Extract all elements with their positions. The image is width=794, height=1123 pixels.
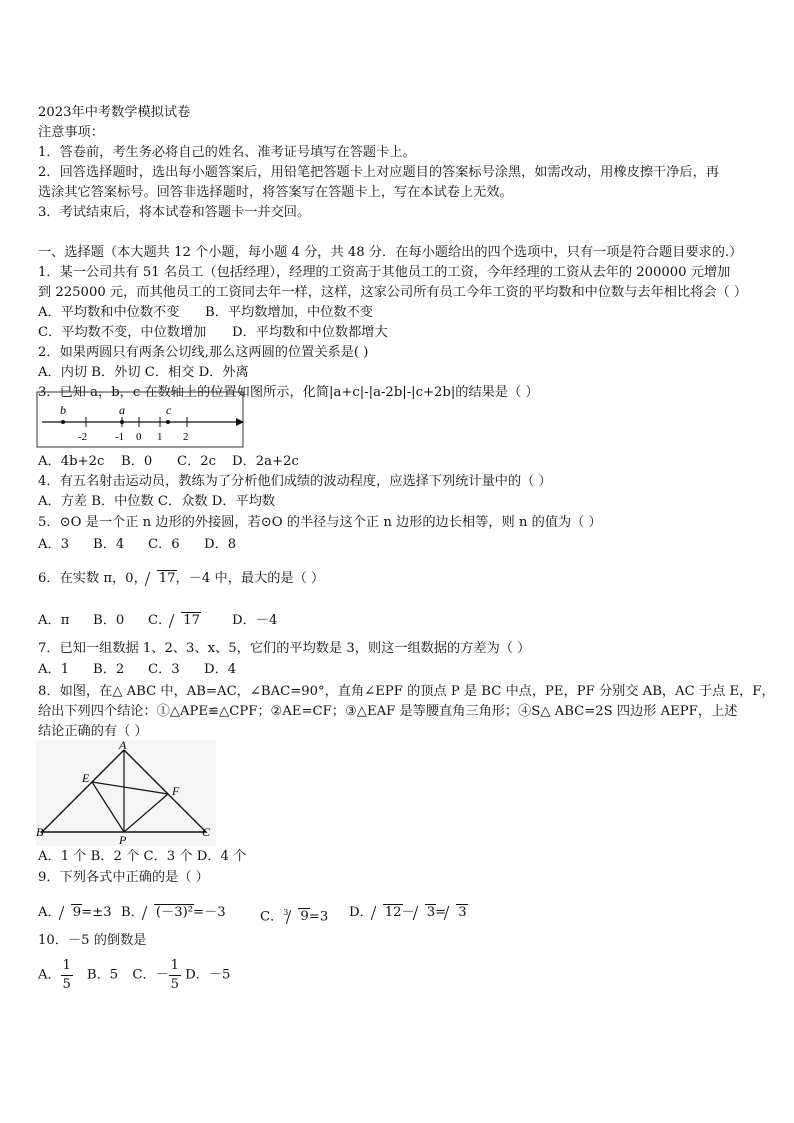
notice-item: 1．答卷前，考生务必将自己的姓名、准考证号填写在答题卡上。 [38, 145, 416, 160]
fraction-bar [169, 975, 181, 976]
label: B． [121, 905, 144, 920]
q9-stem: 9．下列各式中正确的是（ ） [38, 870, 209, 885]
rest: =－3 [193, 905, 226, 920]
fraction [61, 958, 73, 993]
q6-stem-pre: 6．在实数 π，0， [38, 571, 147, 586]
tick-label: 1 [157, 431, 163, 443]
q7-stem: 7．已知一组数据 1、2、3、x、5，它们的平均数是 3，则这一组数据的方差为（ ） [38, 641, 531, 656]
q3-option-b: B．0 [121, 454, 153, 469]
q10-options [38, 958, 230, 993]
point-label-a: a [119, 403, 125, 417]
q6-option-c-label: C． [148, 613, 172, 628]
q6-option-a: A．π [38, 613, 70, 628]
vertex-label-p: P [119, 833, 127, 846]
tick-label: 2 [183, 431, 189, 443]
option-b: B．5 [86, 967, 119, 983]
q1-stem-line2: 到 225000 元，而其他员工的工资同去年一样，这样，这家公司所有员工今年工资的平均数和中位数与去年相比将会（ ） [38, 285, 748, 300]
vertex-label-f: F [172, 784, 180, 798]
label: C．－ [132, 967, 169, 983]
notice-item: 3．考试结束后，将本试卷和答题卡一并交回。 [38, 205, 311, 220]
q2-stem: 2．如果两圆只有两条公切线,那么这两圆的位置关系是( ) [38, 345, 369, 360]
q7-option-b: B．2 [93, 662, 125, 677]
label: C． [260, 909, 284, 925]
q8-stem-line2: 给出下列四个结论：①△APE≌△CPF；②AE=CF；③△EAF 是等腰直角三角形；④S△ ABC=2S 四边形 AEPF，上述 [38, 704, 738, 719]
exam-title: 2023年中考数学模拟试卷 [38, 105, 191, 120]
section-heading: 一、选择题（本大题共 12 个小题，每小题 4 分，共 48 分．在每小题给出的四个选项中，只有一项是符合题目要求的.） [38, 245, 743, 260]
fraction-bar [61, 975, 73, 976]
option-d: D．－5 [185, 967, 231, 983]
q1-option-b: B．平均数增加，中位数不变 [205, 305, 373, 320]
q6-option-d: D．－4 [232, 613, 278, 628]
radicand: 17 [158, 571, 176, 586]
vertex-label-a: A [119, 740, 127, 752]
vertex-label-e: E [82, 771, 90, 785]
q6-stem-post: ，－4 中，最大的是（ ） [175, 571, 325, 586]
cube-root [288, 908, 308, 926]
root-index: 3 [283, 908, 289, 917]
radicand: 3 [458, 905, 467, 920]
triangle-figure [36, 740, 216, 846]
q6-option-c [148, 612, 200, 630]
q10-stem: 10．－5 的倒数是 [38, 933, 147, 948]
q4-stem: 4．有五名射击运动员，教练为了分析他们成绩的波动程度，应选择下列统计量中的（ ） [38, 474, 552, 489]
point-label-c: c [166, 403, 172, 417]
q9-option-b [121, 904, 226, 922]
rest: =±3 [81, 905, 112, 920]
label: D． [349, 905, 373, 920]
tick-label: -2 [78, 431, 88, 443]
q5-stem: 5．⊙O 是一个正 n 边形的外接圆，若⊙O 的半径与这个正 n 边形的边长相等，则 n 的值为（ ） [38, 515, 602, 530]
notice-heading: 注意事项： [38, 125, 104, 140]
q5-option-d: D．8 [204, 537, 237, 552]
q7-option-a: A．1 [38, 662, 70, 677]
sqrt [446, 904, 466, 922]
numerator: 1 [170, 958, 180, 973]
q3-option-d: D．2a+2c [232, 454, 299, 469]
label: A． [38, 905, 61, 920]
rest: =3 [308, 909, 329, 925]
q3-option-c: C．2c [177, 454, 217, 469]
radicand: 3 [426, 905, 436, 920]
denominator: 5 [170, 977, 180, 992]
radicand: (－3)² [155, 905, 194, 920]
q8-stem-line1: 8．如图，在△ ABC 中，AB=AC，∠BAC=90°，直角∠EPF 的顶点 P 是 BC 中点，PE，PF 分别交 AB，AC 于点 E，F， [38, 684, 775, 699]
q1-option-a: A．平均数和中位数不变 [38, 305, 180, 320]
q3-option-a: A．4b+2c [38, 454, 105, 469]
numerator: 1 [62, 958, 71, 973]
radicand: 9 [300, 909, 309, 925]
q4-options: A．方差 B．中位数 C．众数 D．平均数 [38, 494, 276, 509]
sqrt [415, 904, 435, 922]
radicand: 12 [384, 905, 402, 920]
denominator: 5 [62, 977, 71, 992]
q8-options: A．1 个 B．2 个 C．3 个 D．4 个 [38, 849, 247, 864]
radicand: 17 [183, 613, 201, 628]
vertex-label-c: C [202, 825, 211, 839]
q1-stem-line1: 1．某一公司共有 51 名员工（包括经理），经理的工资高于其他员工的工资，今年经理的工资从去年的 200000 元增加 [38, 265, 731, 280]
q9-option-d [349, 904, 467, 922]
q7-option-c: C．3 [148, 662, 180, 677]
q6-option-b: B．0 [93, 613, 125, 628]
q9-option-a [38, 904, 112, 922]
tick-label: -1 [115, 431, 125, 443]
point-label-b: b [60, 403, 66, 417]
sqrt-17 [147, 570, 176, 588]
q5-option-c: C．6 [148, 537, 180, 552]
q5-option-a: A．3 [38, 537, 70, 552]
sqrt [61, 904, 81, 922]
q7-option-d: D．4 [204, 662, 237, 677]
q1-option-d: D．平均数和中位数都增大 [232, 325, 388, 340]
q8-stem-line3: 结论正确的有（ ） [38, 724, 148, 739]
sqrt-17 [171, 612, 200, 630]
radicand: 9 [72, 905, 82, 920]
number-line-figure [36, 390, 246, 450]
sqrt [373, 904, 402, 922]
q5-option-b: B．4 [93, 537, 125, 552]
notice-item: 选涂其它答案标号。回答非选择题时，将答案写在答题卡上，写在本试卷上无效。 [38, 185, 513, 200]
q2-options: A．内切 B．外切 C．相交 D．外离 [38, 365, 249, 380]
sqrt [144, 904, 193, 922]
label: A． [38, 967, 61, 983]
fraction [169, 958, 181, 993]
vertex-label-b: B [36, 825, 44, 839]
q9-option-c [260, 904, 328, 926]
q3-stem: 3．已知 a，b，c 在数轴上的位置如图所示，化简|a+c|-|a-2b|-|c+2b|的结果是（ ） [38, 385, 539, 400]
q1-option-c: C．平均数不变，中位数增加 [38, 325, 207, 340]
tick-label: 0 [136, 431, 142, 443]
q6-stem [38, 570, 324, 588]
minus: － [401, 905, 415, 920]
equals: = [435, 905, 447, 920]
notice-item: 2．回答选择题时，选出每小题答案后，用铅笔把答题卡上对应题目的答案标号涂黑，如需改动，用橡皮擦干净后，再 [38, 165, 719, 180]
